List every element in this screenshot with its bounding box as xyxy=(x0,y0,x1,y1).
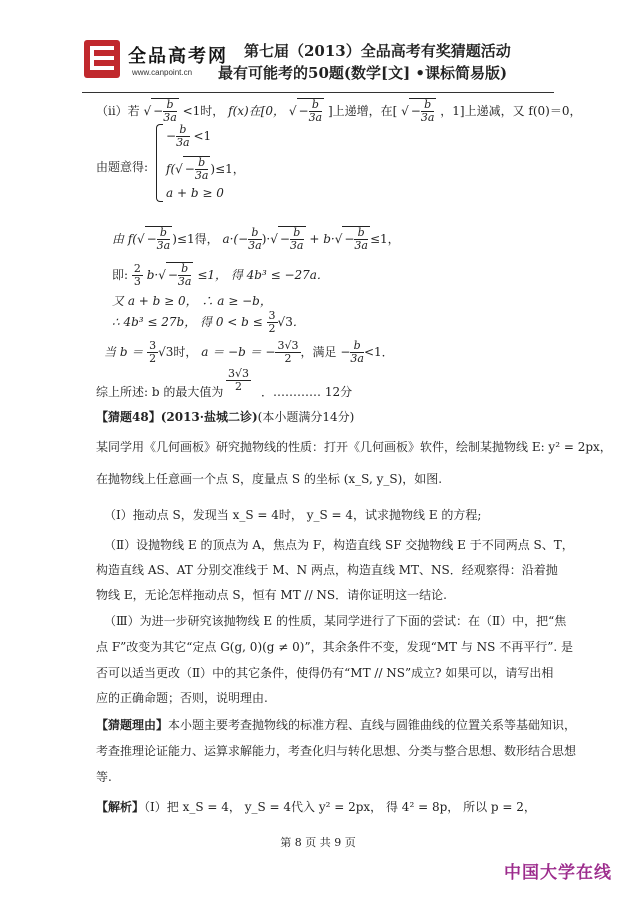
system-line3: a + b ≥ 0 xyxy=(166,186,224,200)
part-ii-t4: ，1]上递减，又 f(0)＝0， xyxy=(440,104,582,118)
part-ii-t3: ]上递增，在[ xyxy=(327,104,398,118)
fraction-b-3a: $\frac{b}{3a}$ xyxy=(163,98,177,124)
part-ii-t2: f(x)在[0， xyxy=(228,104,286,118)
q48-p1: 某同学用《几何画板》研究抛物线的性质：打开《几何画板》软件，绘制某抛物线 E: y² = 2px， xyxy=(96,440,612,454)
header-title-line2: 最有可能考的50题(数学[文] •课标简易版) xyxy=(218,64,508,82)
watermark: 中国大学在线 xyxy=(504,863,612,883)
logo-url: www.canpoint.cn xyxy=(132,68,193,77)
part-ii-line: （ⅱ）若 √ − $\frac{b}{3a}$ <1时， f(x)在[0， √ − $\frac{b}{3a}$ ]上递增，在[ √ − $\frac{b}{3a}$ ，1]上递减，又 f(0)＝0， xyxy=(96,98,582,124)
system-line2: f(√ − $\frac{b}{3a}$ )≤1， xyxy=(166,156,245,182)
summary-line: 综上所述: b 的最大值为 ．………… 12分 xyxy=(96,385,353,399)
q48-p7: （Ⅲ）为进一步研究该抛物线 E 的性质，某同学进行了下面的尝试：在（Ⅱ）中，把“焦 xyxy=(104,614,567,628)
q48-p10: 应的正确命题；否则，说明理由. xyxy=(96,691,268,705)
page-footer: 第 8 页 共 9 页 xyxy=(280,836,356,849)
q48-p8: 点 F”改变为其它“定点 G(g, 0)(g ≠ 0)”，其余条件不变，发现“MT 与 NS 不再平行”. 是 xyxy=(96,640,573,654)
q48-heading: 【猜题48】(2013·盐城二诊)(本小题满分14分) xyxy=(96,410,355,424)
q48-p9: 否可以适当更改（Ⅱ）中的其它条件，使得仍有“MT // NS”成立? 如果可以，请写出相 xyxy=(96,666,554,680)
q48-p6: 物线 E，无论怎样拖动点 S，恒有 MT // NS．请你证明这一结论. xyxy=(96,588,447,602)
system-label: 由题意得: xyxy=(96,160,149,174)
reason-line1: 【猜题理由】本小题主要考查抛物线的标准方程、直线与圆锥曲线的位置关系等基础知识， xyxy=(96,718,577,732)
fraction-b-3a: $\frac{b}{3a}$ xyxy=(308,98,323,124)
q48-p3: （Ⅰ）拖动点 S，发现当 x_S = 4时， y_S = 4，试求抛物线 E 的方程; xyxy=(104,508,482,522)
system-line1: − $\frac{b}{3a}$ <1 xyxy=(166,123,212,149)
q48-p4: （Ⅱ）设抛物线 E 的顶点为 A，焦点为 F，构造直线 SF 交抛物线 E 于不同两点 S、T， xyxy=(104,538,574,552)
header-rule xyxy=(82,92,554,93)
from-line: 由 f(√ − $\frac{b}{3a}$ )≤1得， a·(− $\frac{b}{3a}$ )·√ − $\frac{b}{3a}$ + b·√ − $\frac{b}{3a}$ ≤1， xyxy=(112,226,400,252)
header-title-line1: 第七届（2013）全品高考有奖猜题活动 xyxy=(244,42,511,60)
part-ii-t1: <1时， xyxy=(182,104,225,118)
q48-p2: 在抛物线上任意画一个点 S，度量点 S 的坐标 (x_S, y_S)，如图. xyxy=(96,472,443,486)
system-brace xyxy=(156,124,163,202)
reason-line2: 考查推理论证能力、运算求解能力，考查化归与转化思想、分类与整合思想、数形结合思想 xyxy=(96,744,577,758)
page-header xyxy=(82,36,552,98)
ji-line: 即: $\frac{2}{3}$ b·√ − $\frac{b}{3a}$ ≤1， 得 4b³ ≤ −27a． xyxy=(112,262,329,288)
q48-p5: 构造直线 AS、AT 分别交准线于 M、N 两点，构造直线 MT、NS．经观察得：沿着抛 xyxy=(96,563,558,577)
reason-line3: 等. xyxy=(96,770,112,784)
fraction-b-3a: $\frac{b}{3a}$ xyxy=(420,98,435,124)
summary-fraction: $\frac{3√3}{2}$ xyxy=(228,367,250,393)
canpoint-logo-icon xyxy=(82,38,122,80)
logo-text: 全品高考网 xyxy=(128,46,228,67)
when-line: 当 b ＝ $\frac{3}{2}$ √3时， a ＝ −b ＝ − $\frac{3√3}{2}$ ，满足 − $\frac{b}{3a}$ <1． xyxy=(104,339,394,365)
you-line: 又 a + b ≥ 0， ∴ a ≥ −b， xyxy=(112,294,272,308)
analysis-line: 【解析】（Ⅰ）把 x_S = 4， y_S = 4代入 y² = 2px， 得 4² = 8p， 所以 p = 2， xyxy=(96,800,536,814)
part-ii-lead: （ⅱ）若 xyxy=(96,104,140,118)
so-line: ∴ 4b³ ≤ 27b， 得 0 < b ≤ $\frac{3}{2}$ √3． xyxy=(112,309,305,335)
